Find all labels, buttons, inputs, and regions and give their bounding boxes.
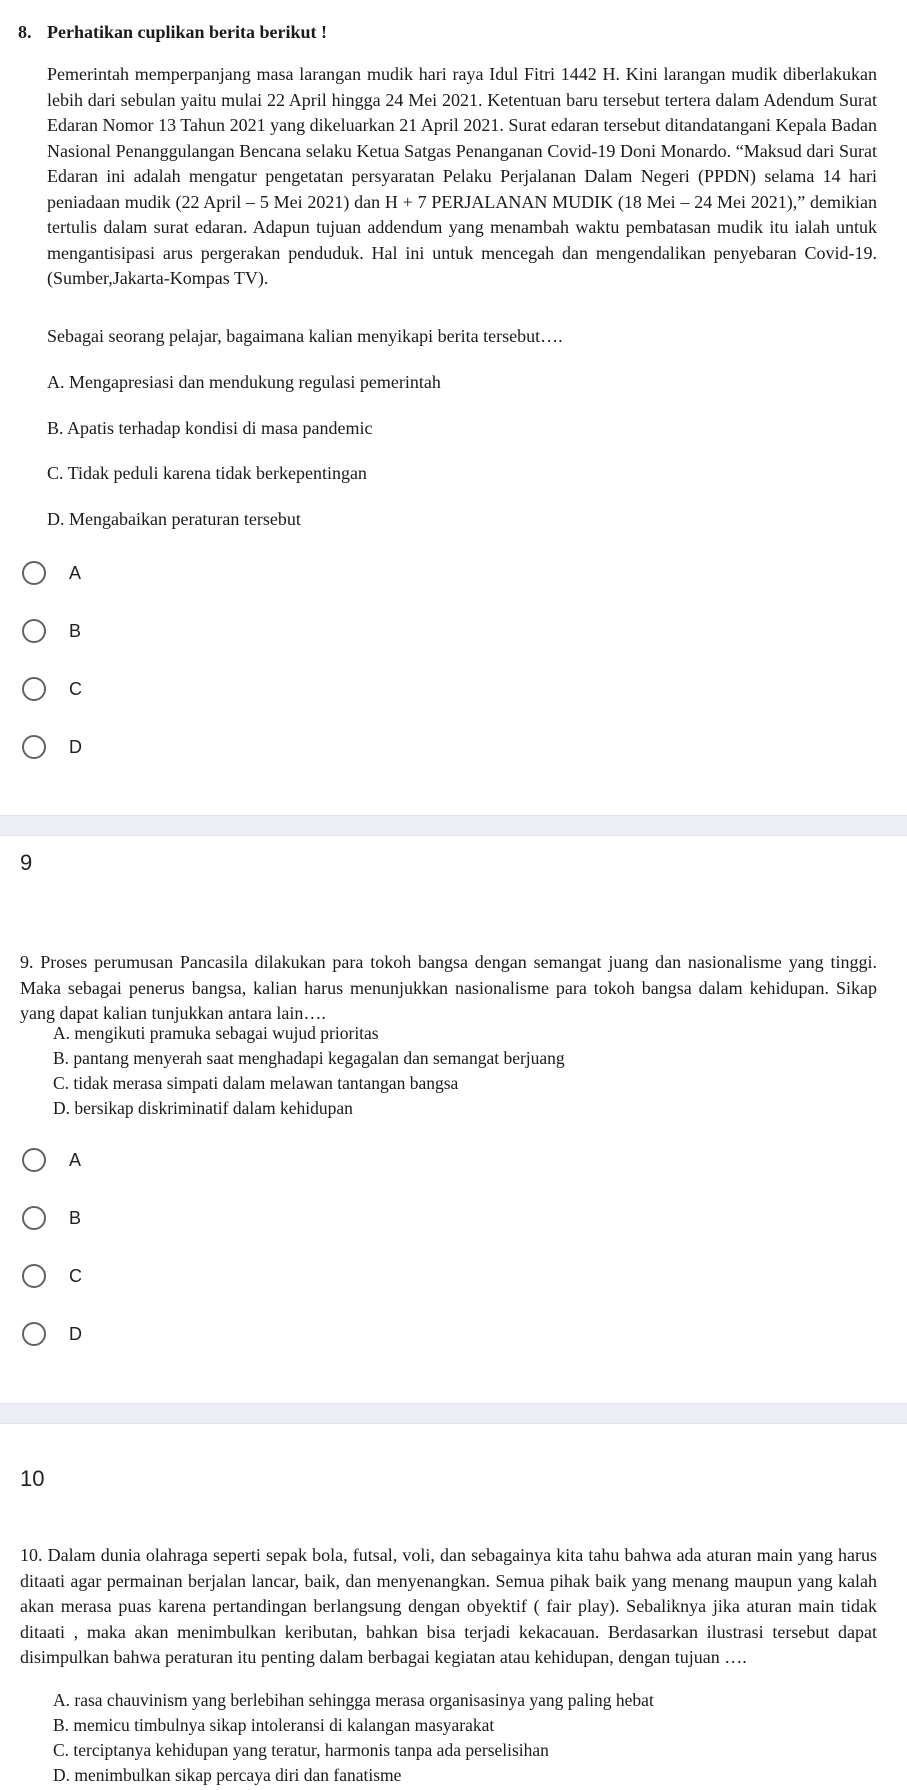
- choice-label: B: [69, 620, 82, 641]
- question-8-choice-c[interactable]: [22, 674, 82, 704]
- question-10-stem: 10. Dalam dunia olahraga seperti sepak bola, futsal, voli, dan sebagainya kita tahu bahwa ada aturan main yang harus ditaati agar permainan berjalan lancar, baik, dan menyenangkan. Semua pihak baik yang menang maupun yang kalah akan merasa puas karena pertandingan berlangsung dengan obyektif ( fair play). Sebaliknya jika aturan main tidak ditaati , maka akan menimbulkan keributan, bahkan bisa terjadi kekacauan. Berdasarkan ilustrasi tersebut dapat disimpulkan bahwa peraturan itu penting dalam berbagai kegiatan atau kehidupan, dengan tujuan ….: [20, 1545, 877, 1667]
- question-9-option-a: A. mengikuti pramuka sebagai wujud prioritas: [53, 1023, 379, 1043]
- question-8-choice-b[interactable]: [22, 616, 81, 646]
- question-10-number: 10: [20, 1466, 45, 1491]
- question-8-passage: Pemerintah memperpanjang masa larangan mudik hari raya Idul Fitri 1442 H. Kini larangan mudik diberlakukan lebih dari sebulan yaitu mulai 22 April hingga 24 Mei 2021. Ketentuan baru tersebut tertera dalam Adendum Surat Edaran Nomor 13 Tahun 2021 yang dikeluarkan 21 April 2021. Surat edaran tersebut ditandatangani Kepala Badan Nasional Penanggulangan Bencana selaku Ketua Satgas Penanganan Covid-19 Doni Monardo. “Maksud dari Surat Edaran ini adalah mengatur pengetatan persyaratan Pelaku Perjalanan Dalam Negeri (PPDN) selama 14 hari peniadaan mudik (22 April – 5 Mei 2021) dan H + 7 PERJALANAN MUDIK (18 Mei – 24 Mei 2021),” demikian tertulis dalam surat edaran. Adapun tujuan addendum yang menambah waktu pembatasan mudik itu ialah untuk mengantisipasi arus pergerakan penduduk. Hal ini untuk mencegah dan mengendalikan penyebaran Covid-19. (Sumber,Jakarta-Kompas TV).: [47, 64, 877, 288]
- choice-label: C: [69, 1265, 82, 1286]
- question-8-option-d: D. Mengabaikan peraturan tersebut: [47, 509, 301, 529]
- question-8-option-b: B. Apatis terhadap kondisi di masa pandemic: [47, 418, 373, 438]
- question-8-prompt: Sebagai seorang pelajar, bagaimana kalian menyikapi berita tersebut….: [47, 326, 563, 346]
- question-9-choice-d[interactable]: [22, 1319, 82, 1349]
- question-9-option-c: C. tidak merasa simpati dalam melawan tantangan bangsa: [53, 1073, 459, 1093]
- question-9-choice-a[interactable]: [22, 1145, 81, 1175]
- radio-button[interactable]: [22, 1148, 46, 1172]
- radio-button[interactable]: [22, 735, 46, 759]
- choice-label: B: [69, 1207, 82, 1228]
- radio-button[interactable]: [22, 677, 46, 701]
- question-8-option-c: C. Tidak peduli karena tidak berkepentingan: [47, 463, 367, 483]
- choice-label: A: [69, 1149, 82, 1170]
- question-8-heading: Perhatikan cuplikan berita berikut !: [47, 22, 328, 42]
- radio-button[interactable]: [22, 561, 46, 585]
- question-8-number: 8.: [18, 22, 32, 42]
- question-separator: [0, 1403, 907, 1424]
- question-9-stem: 9. Proses perumusan Pancasila dilakukan para tokoh bangsa dengan semangat juang dan nasionalisme yang tinggi. Maka sebagai penerus bangsa, kalian harus menunjukkan nasionalisme para tokoh bangsa dalam kehidupan. Sikap yang dapat kalian tunjukkan antara lain….: [20, 952, 877, 1023]
- radio-button[interactable]: [22, 1264, 46, 1288]
- question-8-choice-d[interactable]: [22, 732, 82, 762]
- question-10-option-c: C. terciptanya kehidupan yang teratur, harmonis tanpa ada perselisihan: [53, 1740, 549, 1760]
- question-8-choice-a[interactable]: [22, 558, 81, 588]
- question-10-option-b: B. memicu timbulnya sikap intoleransi di kalangan masyarakat: [53, 1715, 495, 1735]
- radio-button[interactable]: [22, 1322, 46, 1346]
- question-10-option-d: D. menimbulkan sikap percaya diri dan fanatisme: [53, 1765, 402, 1785]
- question-9-number: 9: [20, 850, 33, 875]
- question-9-choice-c[interactable]: [22, 1261, 82, 1291]
- choice-label: A: [69, 562, 82, 583]
- question-9-choice-b[interactable]: [22, 1203, 81, 1233]
- choice-label: D: [69, 736, 82, 757]
- question-10-option-a: A. rasa chauvinism yang berlebihan sehingga merasa organisasinya yang paling hebat: [53, 1690, 654, 1710]
- question-9-option-d: D. bersikap diskriminatif dalam kehidupan: [53, 1098, 353, 1118]
- radio-button[interactable]: [22, 619, 46, 643]
- choice-label: C: [69, 678, 82, 699]
- radio-button[interactable]: [22, 1206, 46, 1230]
- question-separator: [0, 815, 907, 836]
- question-8-option-a: A. Mengapresiasi dan mendukung regulasi pemerintah: [47, 372, 441, 392]
- choice-label: D: [69, 1323, 82, 1344]
- question-9-option-b: B. pantang menyerah saat menghadapi kegagalan dan semangat berjuang: [53, 1048, 565, 1068]
